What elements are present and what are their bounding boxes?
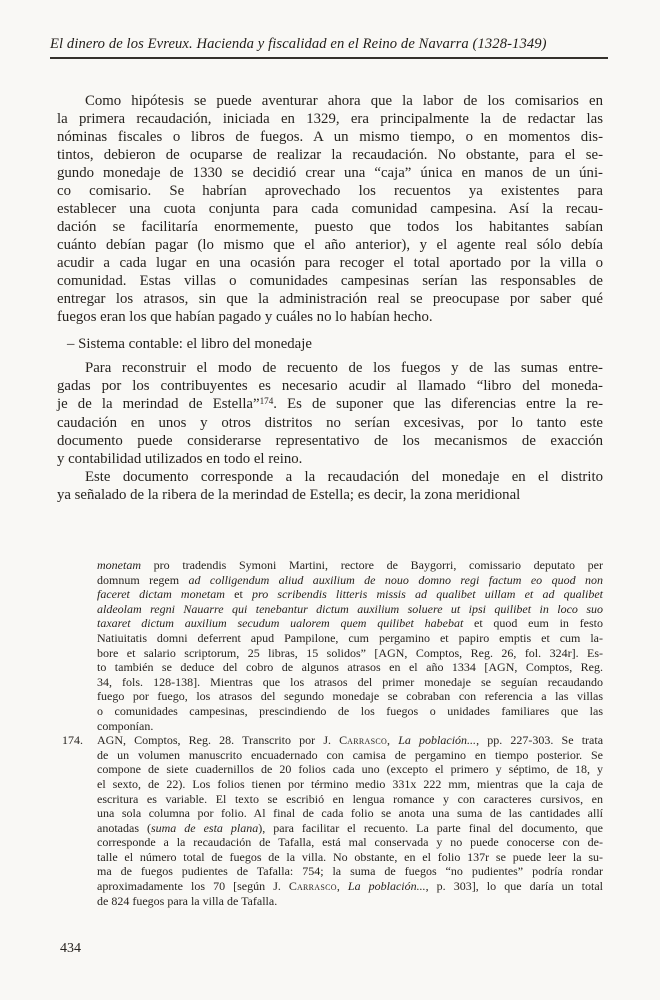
text-line: acudir a cada lugar en una ocasión para recoger el total aportado por la villa o bbox=[57, 255, 603, 271]
text-line: corresponde a la recaudación de Tafalla, está mal conservada y no puede conocerse con de- bbox=[97, 835, 603, 850]
text-line: AGN, Comptos, Reg. 28. Transcrito por J. Carrasco, La población..., pp. 227-303. Se trata bbox=[97, 733, 604, 748]
italic-text: pro scribendis litteris missis ad qualibet uillam et ad qualibet bbox=[251, 587, 603, 602]
text-line: establecer una cuota conjunta para cada comunidad campesina. Así la recau- bbox=[57, 201, 603, 217]
text-line: o comunidades campesinas, prescindiendo de los fuegos o unidades familiares que las bbox=[97, 703, 603, 718]
italic-text: ad colligendum aliud auxilium de nouo domno regi factum eo quod non bbox=[188, 572, 603, 587]
text-line: bore et salario scriptorum, 25 libras, 15 solidos” [AGN, Comptos, Reg. 26, fol. 324r]. Es- bbox=[97, 645, 603, 660]
page-body bbox=[57, 92, 603, 504]
italic-text: monetam bbox=[97, 558, 141, 572]
italic-text: La población... bbox=[347, 879, 426, 894]
text-line: gadas por los contribuyentes es necesario acudir al llamado “libro del moneda- bbox=[57, 378, 603, 394]
text-line bbox=[97, 602, 603, 617]
text-line: je de la merindad de Estella”$^{174}$. Es de suponer que las diferencias entre la re- bbox=[57, 395, 603, 412]
footnote-number: 174. bbox=[62, 733, 83, 748]
text-line: comunidad. Estas villas o comunidades campesinas serían las responsables de bbox=[57, 273, 603, 289]
text-line: fuego por fuego, los atrasos del segundo monedaje se cobraban con referencia a las villas bbox=[97, 689, 603, 704]
italic-text: aldeolam regni Nauarre qui tenebantur dictum auxilium soluere ut ipsi quilibet in loco suo bbox=[97, 601, 603, 616]
running-header bbox=[50, 36, 608, 59]
text-line: taxaret dictum auxilium secudum ualorem quem quilibet habebat et quod eum in festo bbox=[97, 616, 603, 631]
paragraph bbox=[57, 92, 603, 326]
text-line: documento puede considerarse representativo de los mecanismos de exacción bbox=[57, 433, 603, 449]
paragraph bbox=[57, 359, 603, 468]
running-header-title: El dinero de los Evreux. Hacienda y fiscalidad en el Reino de Navarra (1328-1349) bbox=[50, 36, 547, 52]
smallcaps-text: arrasco bbox=[296, 879, 337, 894]
text-line: escritura es variable. El texto se escribió en lengua romance y con caracteres cursivos, en bbox=[97, 791, 603, 806]
text-line: anotadas (suma de esta plana), para facilitar el recuento. La parte final del documento, que bbox=[97, 820, 603, 835]
text-line: cuánto debían pagar (lo mismo que el año anterior), y el agente real sólo debía bbox=[57, 237, 603, 253]
text-line: y contabilidad utilizados en todo el reino. bbox=[57, 451, 303, 467]
text-line: fuegos eran los que habían pagado y cuáles no lo habían hecho. bbox=[57, 309, 433, 325]
text-line: entregar los atrasos, sin que la administración real se preocupase por saber qué bbox=[57, 291, 603, 307]
footnote-continuation bbox=[97, 558, 603, 733]
text-line: caudación en unos y otros distritos no serían excesivas, por lo tanto este bbox=[57, 415, 603, 431]
text-line: to también se deduce del cobro de algunos atrasos en el año 1334 [AGN, Comptos, Reg. bbox=[97, 660, 603, 675]
italic-text: suma de esta plana bbox=[150, 820, 259, 835]
italic-text: taxaret dictum auxilium secudum ualorem quem quilibet habebat bbox=[97, 616, 464, 631]
text-line: Este documento corresponde a la recaudación del monedaje en el distrito bbox=[85, 469, 603, 485]
text-line: ma de fuegos pudientes de Tafalla: 754; la suma de fuegos “no pudientes” podría rondar bbox=[97, 864, 603, 879]
text-line: compone de siete cuadernillos de 20 folios cada uno (excepto el primero y séptimo, de 18, y bbox=[97, 762, 603, 777]
text-line: Para reconstruir el modo de recuento de los fuegos y de las sumas entre- bbox=[85, 360, 603, 376]
smallcaps-text: arrasco bbox=[347, 733, 388, 748]
text-line: de un volumen manuscrito encuadernado con camisa de pergamino en tiempo posterior. Se bbox=[97, 747, 603, 762]
text-line: gundo monedaje de 1330 se decidió crear una “caja” única en manos de un úni- bbox=[57, 165, 603, 181]
text-line: la primera recaudación, iniciada en 1329, era principalmente la de redactar las bbox=[57, 111, 603, 127]
text-line: Natiuitatis domni deferrent apud Pampilone, cum pergamino et papiro emptis et cum la- bbox=[97, 630, 603, 645]
header-rule bbox=[50, 57, 608, 59]
text-line: ya señalado de la ribera de la merindad de Estella; es decir, la zona meridional bbox=[57, 487, 521, 503]
text-line: componían. bbox=[97, 718, 154, 733]
text-line: domnum regem ad colligendum aliud auxilium de nouo domno regi factum eo quod non bbox=[97, 572, 603, 587]
text-line: monetam pro tradendis Symoni Martini, rectore de Baygorri, comissario deputato per bbox=[97, 558, 603, 572]
text-line: talle el número total de fuegos de la villa. No obstante, en el folio 137r se puede leer la su- bbox=[97, 849, 603, 864]
text-line: aproximadamente los 70 [según J. Carrasco, La población..., p. 303], lo que daría un total bbox=[97, 879, 604, 894]
text-line: una sola columna por folio. Al final de cada folio se anota una suma de las cantidades allí bbox=[97, 806, 603, 821]
text-line: de 824 fuegos para la villa de Tafalla. bbox=[97, 893, 278, 908]
paragraph bbox=[57, 468, 603, 504]
page-number: 434 bbox=[60, 941, 81, 956]
text-line: Como hipótesis se puede aventurar ahora que la labor de los comisarios en bbox=[85, 93, 603, 109]
text-line: 34, fols. 128-138]. Mientras que los atrasos del primer monedaje se seguían recaudando bbox=[97, 674, 603, 689]
text-line: nóminas fiscales o libros de fuegos. A un mismo tiempo, o en momentos dis- bbox=[57, 129, 603, 145]
text-line: faceret dictam monetam et pro scribendis litteris missis ad qualibet uillam et ad qualibet bbox=[97, 587, 603, 602]
italic-text: faceret dictam monetam bbox=[97, 587, 225, 602]
italic-text: La población... bbox=[398, 733, 477, 748]
footnote-reference: 174 bbox=[259, 395, 274, 406]
text-line: el sexto, de 22). Los folios tienen por término medio 331x 222 mm, mientras que la caja de bbox=[97, 776, 603, 791]
footnote-174 bbox=[62, 733, 604, 908]
text-line: tintos, debieron de ocuparse de realizar la recaudación. No obstante, para el se- bbox=[57, 147, 603, 163]
section-subheading: – Sistema contable: el libro del monedaje bbox=[67, 336, 312, 352]
text-line: co comisario. Se habrían aprovechado los recuentos ya existentes para bbox=[57, 183, 603, 199]
text-line: dación se facilitaría enormemente, puesto que todos los habitantes sabían bbox=[57, 219, 603, 235]
footnotes bbox=[62, 558, 604, 908]
